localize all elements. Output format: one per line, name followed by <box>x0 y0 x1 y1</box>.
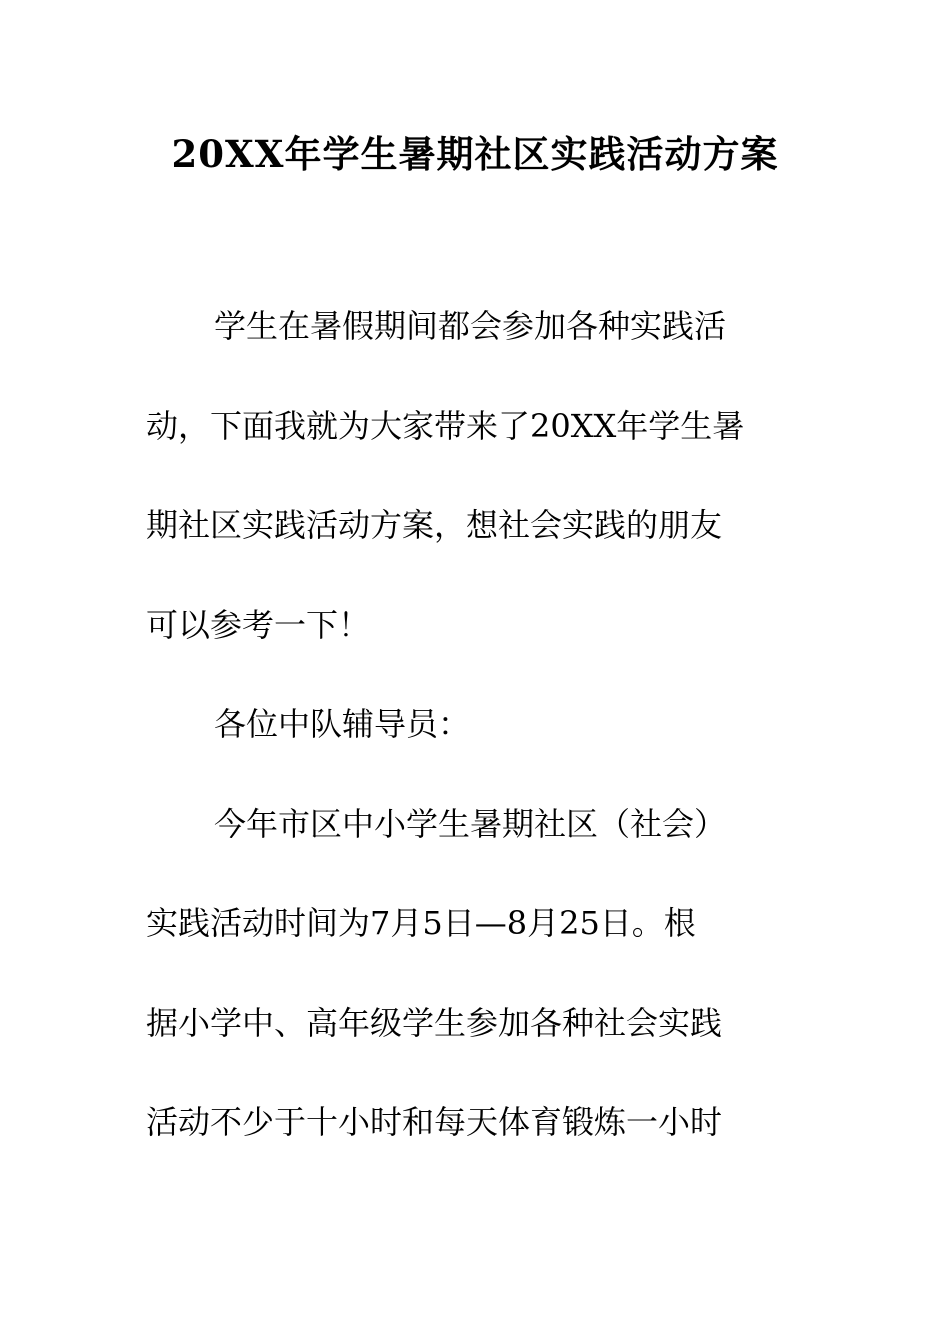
paragraph-line: 据小学中、高年级学生参加各种社会实践 <box>146 1004 723 1042</box>
paragraph-line: 今年市区中小学生暑期社区（社会） <box>214 805 727 843</box>
paragraph-line: 期社区实践活动方案，想社会实践的朋友 <box>146 506 723 544</box>
salutation-line: 各位中队辅导员： <box>214 705 471 743</box>
paragraph-line: 可以参考一下！ <box>146 606 371 644</box>
paragraph-line: 活动不少于十小时和每天体育锻炼一小时 <box>146 1103 723 1141</box>
document-title: 20XX年学生暑期社区实践活动方案 <box>171 132 779 176</box>
paragraph-line: 学生在暑假期间都会参加各种实践活 <box>214 307 727 345</box>
paragraph-line: 动，下面我就为大家带来了20XX年学生暑 <box>146 407 745 445</box>
paragraph-line: 实践活动时间为7月5日—8月25日。根 <box>146 904 696 942</box>
